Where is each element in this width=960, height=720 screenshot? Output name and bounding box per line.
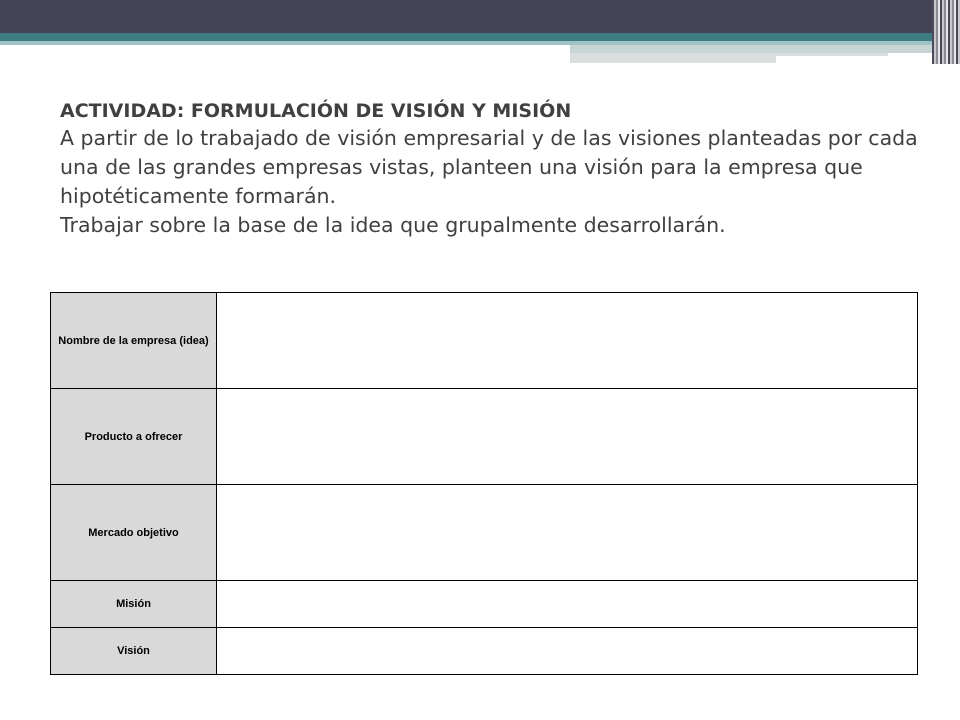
product-field[interactable] <box>217 389 918 485</box>
company-form-table <box>50 292 918 675</box>
row-label-mission: Misión <box>51 581 217 628</box>
activity-text-block <box>60 98 920 240</box>
table-row <box>51 293 918 389</box>
activity-title: ACTIVIDAD: FORMULACIÓN DE VISIÓN Y MISIÓN <box>60 100 572 122</box>
activity-note: Trabajar sobre la base de la idea que grupalmente desarrollarán. <box>60 213 726 237</box>
vision-field[interactable] <box>217 628 918 675</box>
header-band-gray-thin <box>776 53 888 56</box>
header-edge-stripes <box>932 0 960 64</box>
row-label-product: Producto a ofrecer <box>51 389 217 485</box>
company-name-field[interactable] <box>217 293 918 389</box>
mission-field[interactable] <box>217 581 918 628</box>
table-row <box>51 581 918 628</box>
target-market-field[interactable] <box>217 485 918 581</box>
table-row <box>51 485 918 581</box>
table-row <box>51 628 918 675</box>
header-band-gray-lower <box>570 53 776 63</box>
header-band-gray <box>570 45 932 53</box>
row-label-vision: Visión <box>51 628 217 675</box>
activity-instructions: A partir de lo trabajado de visión empresarial y de las visiones planteadas por cada una de las grandes empresas vistas, planteen una visión para la empresa que hipotéticamente formarán. <box>60 126 918 208</box>
table-row <box>51 389 918 485</box>
header-band-dark <box>0 0 932 33</box>
row-label-target-market: Mercado objetivo <box>51 485 217 581</box>
row-label-company-name: Nombre de la empresa (idea) <box>51 293 217 389</box>
header-band-teal <box>0 33 932 41</box>
